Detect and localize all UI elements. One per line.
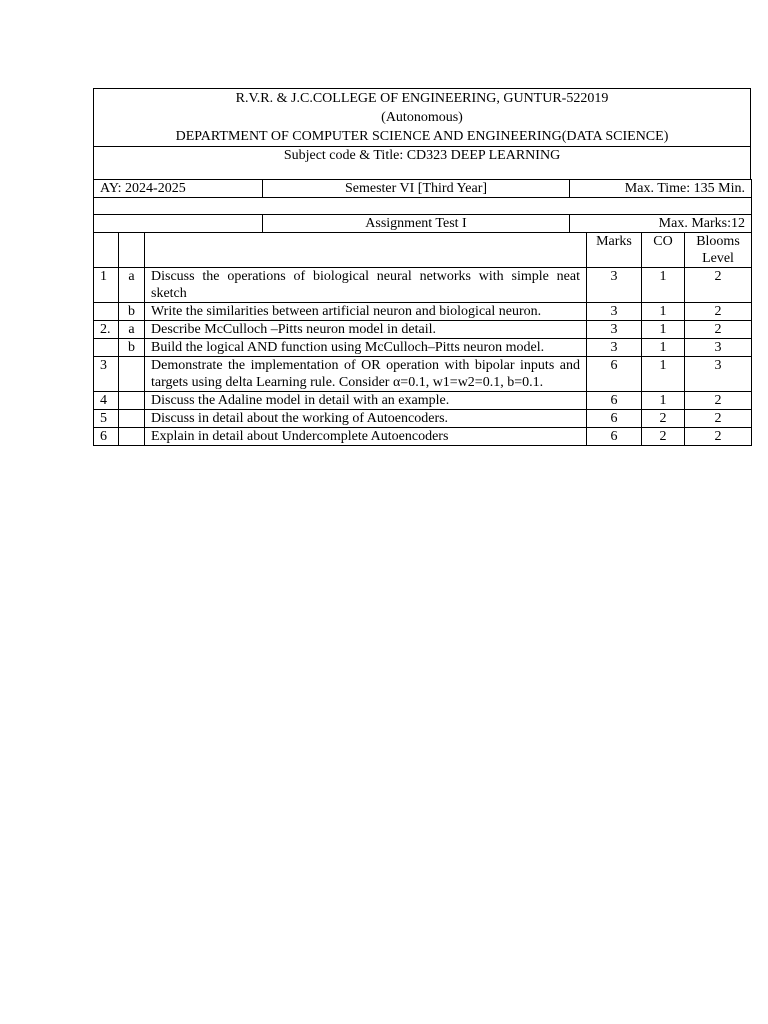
question-row [94,392,752,410]
question-marks: 6 [587,392,642,410]
question-row [94,339,752,357]
question-number [94,303,119,321]
question-co: 1 [642,392,685,410]
meta-table [93,179,752,233]
question-co: 2 [642,428,685,446]
question-co: 1 [642,321,685,339]
max-marks: Max. Marks:12 [570,215,752,233]
question-text: Demonstrate the implementation of OR operation with bipolar inputs and targets using delta Learning rule. Consider α=0.1, w1=w2=0.1, b=0.1. [145,357,587,392]
question-subpart: a [119,268,145,303]
question-number: 6 [94,428,119,446]
blank-cell [94,215,263,233]
question-marks: 3 [587,303,642,321]
question-text: Describe McCulloch –Pitts neuron model in detail. [145,321,587,339]
question-subpart: b [119,339,145,357]
question-blooms-level: 2 [685,268,752,303]
question-marks: 3 [587,339,642,357]
question-marks: 3 [587,268,642,303]
question-text: Write the similarities between artificial neuron and biological neuron. [145,303,587,321]
question-blooms-level: 2 [685,321,752,339]
question-row [94,428,752,446]
question-co: 1 [642,339,685,357]
question-row [94,321,752,339]
question-co: 2 [642,410,685,428]
question-co: 1 [642,303,685,321]
question-text: Discuss the operations of biological neural networks with simple neat sketch [145,268,587,303]
question-number: 5 [94,410,119,428]
academic-year: AY: 2024-2025 [94,180,263,198]
column-header-row [94,233,752,268]
paper-header [93,88,751,147]
question-row [94,410,752,428]
question-row [94,303,752,321]
question-blooms-level: 3 [685,357,752,392]
exam-paper [93,88,751,446]
question-blooms-level: 2 [685,392,752,410]
question-number: 1 [94,268,119,303]
question-blooms-level: 2 [685,428,752,446]
question-marks: 6 [587,357,642,392]
question-marks: 6 [587,428,642,446]
autonomous-label: (Autonomous) [94,108,751,127]
blank-row [94,198,752,215]
college-name: R.V.R. & J.C.COLLEGE OF ENGINEERING, GUNTUR-522019 [94,89,751,109]
question-rows [94,268,752,446]
question-row [94,357,752,392]
marks-header: Marks [587,233,642,268]
question-blooms-level: 3 [685,339,752,357]
question-text: Explain in detail about Undercomplete Autoencoders [145,428,587,446]
question-subpart: b [119,303,145,321]
question-co: 1 [642,268,685,303]
blank-cell [145,233,587,268]
questions-table [93,232,752,446]
blank-cell [94,233,119,268]
question-subpart [119,428,145,446]
question-number: 3 [94,357,119,392]
question-text: Discuss in detail about the working of Autoencoders. [145,410,587,428]
max-time: Max. Time: 135 Min. [570,180,752,198]
semester: Semester VI [Third Year] [263,180,570,198]
question-subpart [119,392,145,410]
question-subpart: a [119,321,145,339]
question-blooms-level: 2 [685,410,752,428]
question-marks: 3 [587,321,642,339]
question-text: Discuss the Adaline model in detail with an example. [145,392,587,410]
question-subpart [119,410,145,428]
question-subpart [119,357,145,392]
question-marks: 6 [587,410,642,428]
blank-cell [119,233,145,268]
question-text: Build the logical AND function using McCulloch–Pitts neuron model. [145,339,587,357]
question-co: 1 [642,357,685,392]
question-blooms-level: 2 [685,303,752,321]
department-name: DEPARTMENT OF COMPUTER SCIENCE AND ENGINEERING(DATA SCIENCE) [94,127,751,147]
subject-block [93,147,751,180]
question-row [94,268,752,303]
question-number: 2. [94,321,119,339]
subject-title: Subject code & Title: CD323 DEEP LEARNING [94,147,751,180]
test-name: Assignment Test I [263,215,570,233]
question-number [94,339,119,357]
question-number: 4 [94,392,119,410]
co-header: CO [642,233,685,268]
blooms-header: Blooms Level [685,233,752,268]
